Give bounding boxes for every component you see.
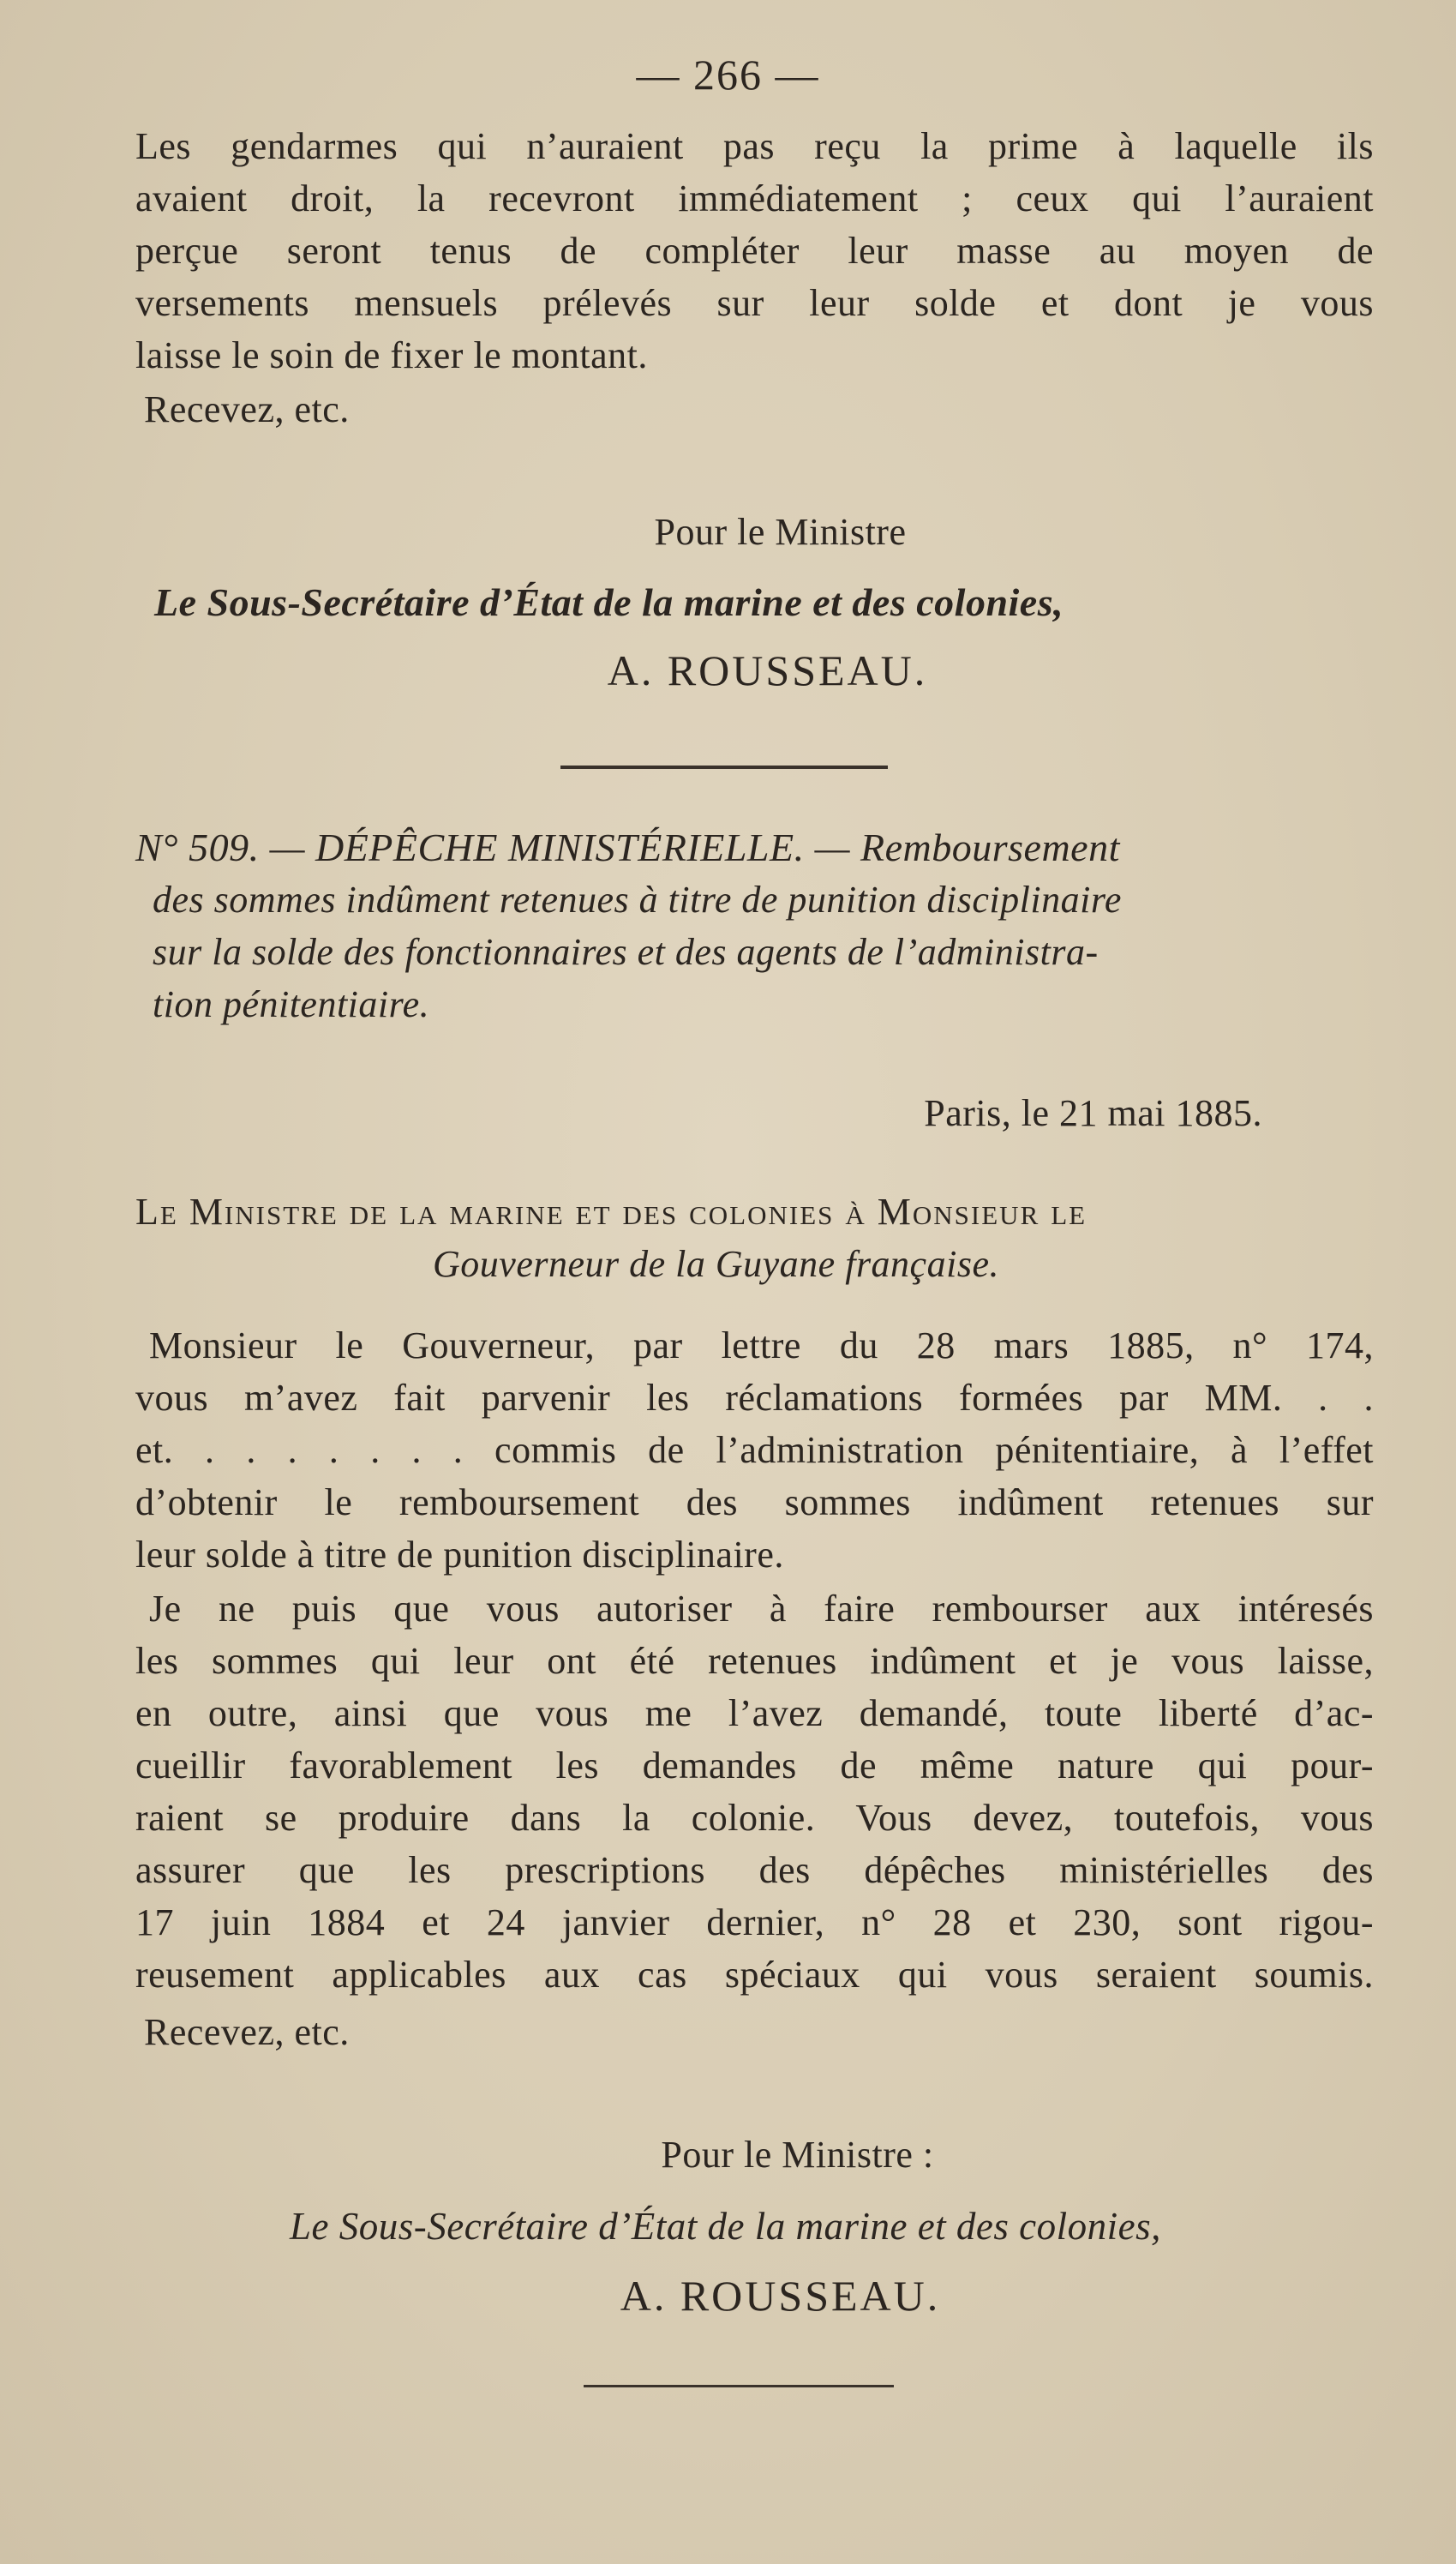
intro-sign-title-wrap: [154, 576, 1380, 628]
depeche-sign-pour: Pour le Ministre :: [661, 2134, 934, 2176]
para1-line: Monsieur le Gouverneur, par lettre du 28 mars 1885, n° 174,: [149, 1324, 1374, 1366]
para1-line: d’obtenir le remboursement des sommes indûment retenues sur: [135, 1481, 1374, 1523]
para2-line: les sommes qui leur ont été retenues indûment et je vous laisse,: [135, 1640, 1374, 1682]
depeche-heading: [135, 821, 1374, 1030]
place-date: Paris, le 21 mai 1885.: [924, 1092, 1262, 1134]
para2-line: reusement applicables aux cas spéciaux qui vous seraient soumis.: [135, 1954, 1374, 1996]
bottom-divider: [584, 2385, 894, 2387]
intro-line: versements mensuels prélevés sur leur solde et dont je vous: [135, 282, 1374, 324]
intro-paragraph: [135, 120, 1374, 381]
depeche-sign-title: Le Sous-Secrétaire d’État de la marine et des colonies,: [290, 2205, 1161, 2248]
para1-line: leur solde à titre de punition disciplinaire.: [135, 1534, 784, 1576]
depeche-heading-line: des sommes indûment retenues à titre de punition disciplinaire: [153, 879, 1122, 921]
para2-line: cueillir favorablement les demandes de même nature qui pour-: [135, 1744, 1374, 1786]
para2-line: 17 juin 1884 et 24 janvier dernier, n° 28 et 230, sont rigou-: [135, 1901, 1374, 1943]
depeche-sign-name: A. ROUSSEAU.: [620, 2272, 941, 2320]
intro-closing: Recevez, etc.: [144, 388, 350, 430]
address-block: [135, 1186, 1374, 1290]
intro-sign-title: Le Sous-Secrétaire d’État de la marine et des colonies,: [154, 580, 1064, 624]
para2-line: raient se produire dans la colonie. Vous devez, toutefois, vous: [135, 1797, 1374, 1839]
intro-line: perçue seront tenus de compléter leur masse au moyen de: [135, 230, 1374, 272]
paragraph-2: [135, 1582, 1374, 2001]
depeche-heading-line: sur la solde des fonctionnaires et des agents de l’administra-: [153, 931, 1099, 973]
para1-line: vous m’avez fait parvenir les réclamations formées par MM. . .: [135, 1377, 1374, 1419]
para2-line: en outre, ainsi que vous me l’avez demandé, toute liberté d’ac-: [135, 1692, 1374, 1734]
address-line: Gouverneur de la Guyane française.: [433, 1243, 999, 1285]
depeche-sign-title-wrap: [290, 2201, 1404, 2253]
depeche-sign-pour-wrap: [135, 2129, 1374, 2181]
address-line: Le Ministre de la marine et des colonies à Monsieur le: [135, 1191, 1088, 1233]
depeche-closing-wrap: [135, 2006, 1374, 2058]
para2-line: assurer que les prescriptions des dépêches ministérielles des: [135, 1849, 1374, 1891]
paragraph-1: [135, 1319, 1374, 1581]
intro-closing-block: [135, 383, 1374, 435]
depeche-heading-line: N° 509. — DÉPÊCHE MINISTÉRIELLE. — Remboursement: [135, 826, 1120, 869]
para1-line: et. . . . . . . . commis de l’administration pénitentiaire, à l’effet: [135, 1429, 1374, 1471]
intro-line: laisse le soin de fixer le montant.: [135, 334, 648, 376]
intro-sign-pour: Pour le Ministre: [654, 511, 907, 553]
intro-sign-name: A. ROUSSEAU.: [607, 646, 928, 694]
place-date-wrap: [135, 1087, 1374, 1139]
intro-sign-name-wrap: [135, 645, 1374, 697]
para2-line: Je ne puis que vous autoriser à faire rembourser aux intéresés: [149, 1588, 1374, 1630]
intro-line: avaient droit, la recevront immédiatement ; ceux qui l’auraient: [135, 177, 1374, 219]
depeche-sign-name-wrap: [135, 2270, 1374, 2322]
intro-signature: [135, 506, 1374, 558]
intro-line: Les gendarmes qui n’auraient pas reçu la prime à laquelle ils: [135, 125, 1374, 167]
section-divider: [560, 766, 888, 769]
page-number: — 266 —: [636, 51, 820, 99]
depeche-closing: Recevez, etc.: [144, 2011, 350, 2053]
depeche-heading-line: tion pénitentiaire.: [153, 983, 430, 1025]
